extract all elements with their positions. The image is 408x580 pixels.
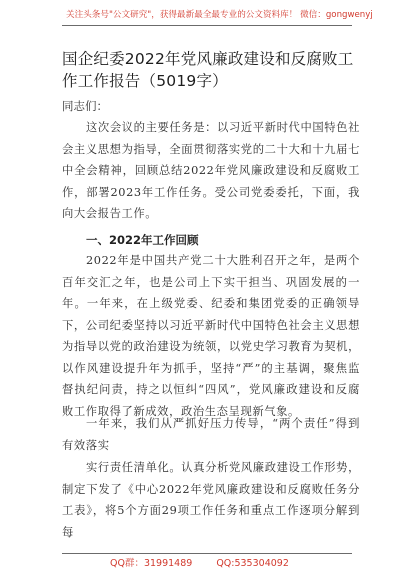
- header-banner: 关注头条号"公文研究"，获得最新最全最专业的公文资料库！ 微信：gongwenyj: [66, 10, 373, 20]
- footer-divider: [62, 553, 352, 554]
- paragraph-intro: 这次会议的主要任务是：以习近平新时代中国特色社会主义思想为指导，全面贯彻落实党的二十大和十九届七中全会精神，回顾总结2022年党风廉政建设和反腐败工作，部署2023年工作任务。受公司党委委托，下面，我向大会报告工作。: [62, 121, 360, 220]
- paragraph-pressure: 一年来，我们从严抓好压力传导，“两个责任”得到有效落实: [62, 417, 360, 452]
- greeting: 同志们：: [62, 99, 108, 113]
- header-divider: [62, 25, 352, 26]
- document-title: 国企纪委2022年党风廉政建设和反腐败工作工作报告（5019字）: [62, 50, 354, 90]
- footer-qq-group: QQ群：31991489: [110, 558, 193, 569]
- footer-contact: [110, 556, 310, 572]
- section-heading: 一、2022年工作回顾: [86, 233, 199, 247]
- paragraph-responsibility: 实行责任清单化。认真分析党风廉政建设工作形势，制定下发了《中心2022年党风廉政建设和反腐败任务分工表》，将5个方面29项工作任务和重点工作逐项分解到每: [62, 461, 360, 539]
- paragraph-review: 2022年是中国共产党二十大胜利召开之年，是两个百年交汇之年，也是公司上下实干担当、巩固发展的一年。一年来，在上级党委、纪委和集团党委的正确领导下，公司纪委坚持以习近平新时代中国特色社会主义思想为指导以党的政治建设为统领，以党史学习教育为契机，以作风建设提升年为抓手，坚持“严”的主基调，聚焦监督执纪问责，持之以恒纠“四风”，党风廉政建设和反腐败工作取得了新成效，政治生态呈现新气象。: [62, 254, 360, 418]
- footer-qq-number: QQ:535304092: [216, 558, 289, 569]
